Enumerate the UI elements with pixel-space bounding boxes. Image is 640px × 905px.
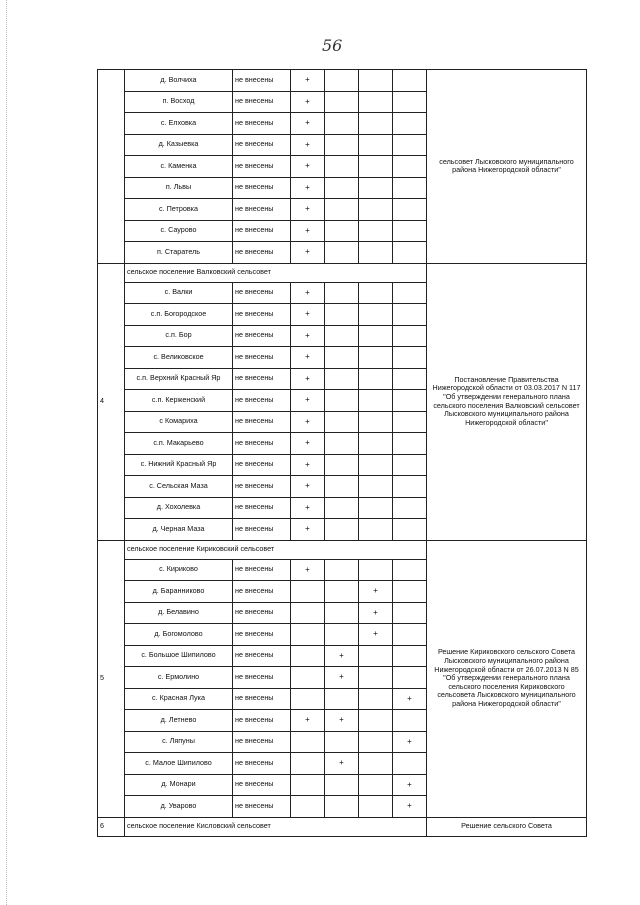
mark-cell [359,688,393,710]
mark-cell: + [393,731,427,753]
mark-cell [359,774,393,796]
mark-cell [325,624,359,646]
mark-cell [359,325,393,347]
status-cell: не внесены [233,156,291,178]
mark-cell: + [291,368,325,390]
mark-cell: + [291,559,325,581]
section-row [98,263,587,282]
mark-cell [325,390,359,412]
status-cell: не внесены [233,134,291,156]
settlement-name: с. Ермолино [125,667,233,689]
section-title: сельское поселение Кисловский сельсовет [125,817,427,836]
mark-cell [291,645,325,667]
status-cell: не внесены [233,753,291,775]
margin-line [6,0,7,905]
settlement-name: д. Баранниково [125,581,233,603]
mark-cell [359,113,393,135]
settlement-name: с. Малое Шипилово [125,753,233,775]
mark-cell [325,796,359,818]
mark-cell [325,411,359,433]
settlements-table [97,69,587,837]
mark-cell: + [291,519,325,541]
mark-cell [359,282,393,304]
mark-cell [325,242,359,264]
mark-cell [359,242,393,264]
mark-cell [325,688,359,710]
table-body [98,70,587,837]
mark-cell: + [393,688,427,710]
settlement-name: с. Красная Лука [125,688,233,710]
mark-cell [393,602,427,624]
settlement-name: с. Каменка [125,156,233,178]
settlement-name: с.п. Керженский [125,390,233,412]
mark-cell: + [291,199,325,221]
mark-cell: + [291,220,325,242]
mark-cell [393,667,427,689]
mark-cell [393,134,427,156]
mark-cell [325,134,359,156]
mark-cell [325,602,359,624]
mark-cell [359,454,393,476]
settlement-name: с. Большое Шипилово [125,645,233,667]
status-cell: не внесены [233,454,291,476]
status-cell: не внесены [233,199,291,221]
mark-cell [393,113,427,135]
mark-cell [325,519,359,541]
mark-cell [359,645,393,667]
section-row [98,540,587,559]
mark-cell [393,282,427,304]
mark-cell [393,753,427,775]
settlement-name: д. Белавино [125,602,233,624]
mark-cell [291,581,325,603]
settlement-name: д. Монари [125,774,233,796]
mark-cell [359,667,393,689]
legal-document-cell: Решение Кириковского сельского Совета Лысковского муниципального района Нижегородской области от 26.07.2013 N 85 "Об утверждении генерального плана сельского поселения Кириковского сельсовета Лысковского муниципального района Нижегородской области" [427,540,587,817]
mark-cell: + [291,70,325,92]
mark-cell [393,519,427,541]
status-cell: не внесены [233,731,291,753]
mark-cell: + [325,645,359,667]
mark-cell [359,220,393,242]
status-cell: не внесены [233,602,291,624]
settlement-name: с. Ляпуны [125,731,233,753]
mark-cell: + [291,497,325,519]
settlement-name: с.п. Бор [125,325,233,347]
status-cell: не внесены [233,304,291,326]
settlement-name: с. Нижний Красный Яр [125,454,233,476]
mark-cell [359,476,393,498]
mark-cell: + [291,476,325,498]
mark-cell: + [393,796,427,818]
mark-cell: + [291,390,325,412]
mark-cell [325,220,359,242]
mark-cell: + [325,753,359,775]
settlement-name: с. Петровка [125,199,233,221]
status-cell: не внесены [233,581,291,603]
mark-cell [325,497,359,519]
mark-cell [393,177,427,199]
status-cell: не внесены [233,113,291,135]
legal-document-cell: Постановление Правительства Нижегородской области от 03.03.2017 N 117 "Об утверждении генерального плана сельского поселения Валковский сельсовет Лысковского муниципального района Нижегородской области" [427,263,587,540]
mark-cell [359,433,393,455]
mark-cell [325,304,359,326]
mark-cell [359,177,393,199]
settlement-name: д. Богомолово [125,624,233,646]
status-cell: не внесены [233,624,291,646]
settlement-name: с.п. Макарьево [125,433,233,455]
settlement-name: д. Черная Маза [125,519,233,541]
settlement-name: с. Сельская Маза [125,476,233,498]
settlement-name: с. Великовское [125,347,233,369]
mark-cell [359,390,393,412]
mark-cell [359,91,393,113]
mark-cell [359,559,393,581]
mark-cell: + [291,433,325,455]
settlement-name: п. Львы [125,177,233,199]
mark-cell: + [393,774,427,796]
mark-cell: + [291,91,325,113]
mark-cell [359,304,393,326]
mark-cell [325,731,359,753]
mark-cell [359,753,393,775]
mark-cell [359,347,393,369]
mark-cell: + [291,177,325,199]
mark-cell [393,559,427,581]
status-cell: не внесены [233,368,291,390]
legal-document-cell: Решение сельского Совета [427,817,587,836]
mark-cell [393,368,427,390]
section-number: 6 [98,817,125,836]
mark-cell [325,156,359,178]
section-number: 5 [98,540,125,817]
mark-cell [325,91,359,113]
settlement-name: с. Саурово [125,220,233,242]
status-cell: не внесены [233,667,291,689]
section-row [98,817,587,836]
status-cell: не внесены [233,476,291,498]
mark-cell [393,411,427,433]
settlement-name: д. Хохолевка [125,497,233,519]
mark-cell: + [291,134,325,156]
mark-cell [325,199,359,221]
mark-cell [393,156,427,178]
mark-cell [359,411,393,433]
status-cell: не внесены [233,220,291,242]
mark-cell [325,70,359,92]
mark-cell [393,624,427,646]
mark-cell [291,624,325,646]
table-row [98,70,587,92]
status-cell: не внесены [233,70,291,92]
mark-cell [393,454,427,476]
mark-cell: + [291,325,325,347]
mark-cell [291,774,325,796]
mark-cell [325,559,359,581]
status-cell: не внесены [233,411,291,433]
mark-cell [359,731,393,753]
mark-cell: + [291,113,325,135]
status-cell: не внесены [233,519,291,541]
mark-cell: + [291,242,325,264]
mark-cell [359,497,393,519]
mark-cell [291,796,325,818]
mark-cell [393,581,427,603]
status-cell: не внесены [233,242,291,264]
status-cell: не внесены [233,796,291,818]
mark-cell [393,304,427,326]
status-cell: не внесены [233,347,291,369]
mark-cell: + [291,282,325,304]
settlement-name: д. Уварово [125,796,233,818]
settlement-name: с.п. Богородское [125,304,233,326]
settlement-name: с. Валки [125,282,233,304]
mark-cell [291,667,325,689]
mark-cell: + [291,411,325,433]
status-cell: не внесены [233,688,291,710]
mark-cell [393,390,427,412]
status-cell: не внесены [233,497,291,519]
mark-cell [325,282,359,304]
mark-cell: + [359,602,393,624]
mark-cell: + [359,581,393,603]
settlement-name: д. Волчиха [125,70,233,92]
mark-cell [291,688,325,710]
mark-cell [393,710,427,732]
mark-cell: + [325,667,359,689]
status-cell: не внесены [233,559,291,581]
settlement-name: с.п. Верхний Красный Яр [125,368,233,390]
status-cell: не внесены [233,710,291,732]
mark-cell [359,199,393,221]
mark-cell [291,753,325,775]
status-cell: не внесены [233,390,291,412]
mark-cell [393,347,427,369]
status-cell: не внесены [233,177,291,199]
status-cell: не внесены [233,325,291,347]
mark-cell [325,476,359,498]
mark-cell [325,347,359,369]
status-cell: не внесены [233,282,291,304]
status-cell: не внесены [233,774,291,796]
mark-cell [325,177,359,199]
mark-cell: + [291,156,325,178]
status-cell: не внесены [233,91,291,113]
mark-cell: + [291,347,325,369]
mark-cell: + [291,304,325,326]
section-title: сельское поселение Кириковский сельсовет [125,540,427,559]
mark-cell [393,476,427,498]
mark-cell [359,519,393,541]
status-cell: не внесены [233,433,291,455]
settlement-name: п. Старатель [125,242,233,264]
settlement-name: д. Казыевка [125,134,233,156]
mark-cell [325,454,359,476]
mark-cell [393,497,427,519]
mark-cell [325,774,359,796]
section-number [98,70,125,264]
mark-cell [291,731,325,753]
mark-cell [393,91,427,113]
mark-cell [393,433,427,455]
settlement-name: с. Елховка [125,113,233,135]
mark-cell [393,70,427,92]
settlement-name: с. Кириково [125,559,233,581]
page-number: 56 [322,36,343,55]
mark-cell: + [291,710,325,732]
mark-cell [291,602,325,624]
mark-cell [393,220,427,242]
mark-cell [393,242,427,264]
mark-cell: + [359,624,393,646]
mark-cell [325,113,359,135]
mark-cell [359,368,393,390]
mark-cell [325,433,359,455]
mark-cell [325,325,359,347]
mark-cell [359,134,393,156]
mark-cell: + [325,710,359,732]
mark-cell [359,710,393,732]
settlement-name: п. Восход [125,91,233,113]
mark-cell [325,368,359,390]
settlement-name: д. Летнево [125,710,233,732]
status-cell: не внесены [233,645,291,667]
section-number: 4 [98,263,125,540]
mark-cell [393,199,427,221]
section-title: сельское поселение Валковский сельсовет [125,263,427,282]
mark-cell [359,796,393,818]
mark-cell [393,325,427,347]
mark-cell [359,70,393,92]
legal-document-cell: сельсовет Лысковского муниципального района Нижегородской области" [427,70,587,264]
mark-cell [359,156,393,178]
mark-cell [325,581,359,603]
mark-cell: + [291,454,325,476]
mark-cell [393,645,427,667]
settlement-name: с Комариха [125,411,233,433]
